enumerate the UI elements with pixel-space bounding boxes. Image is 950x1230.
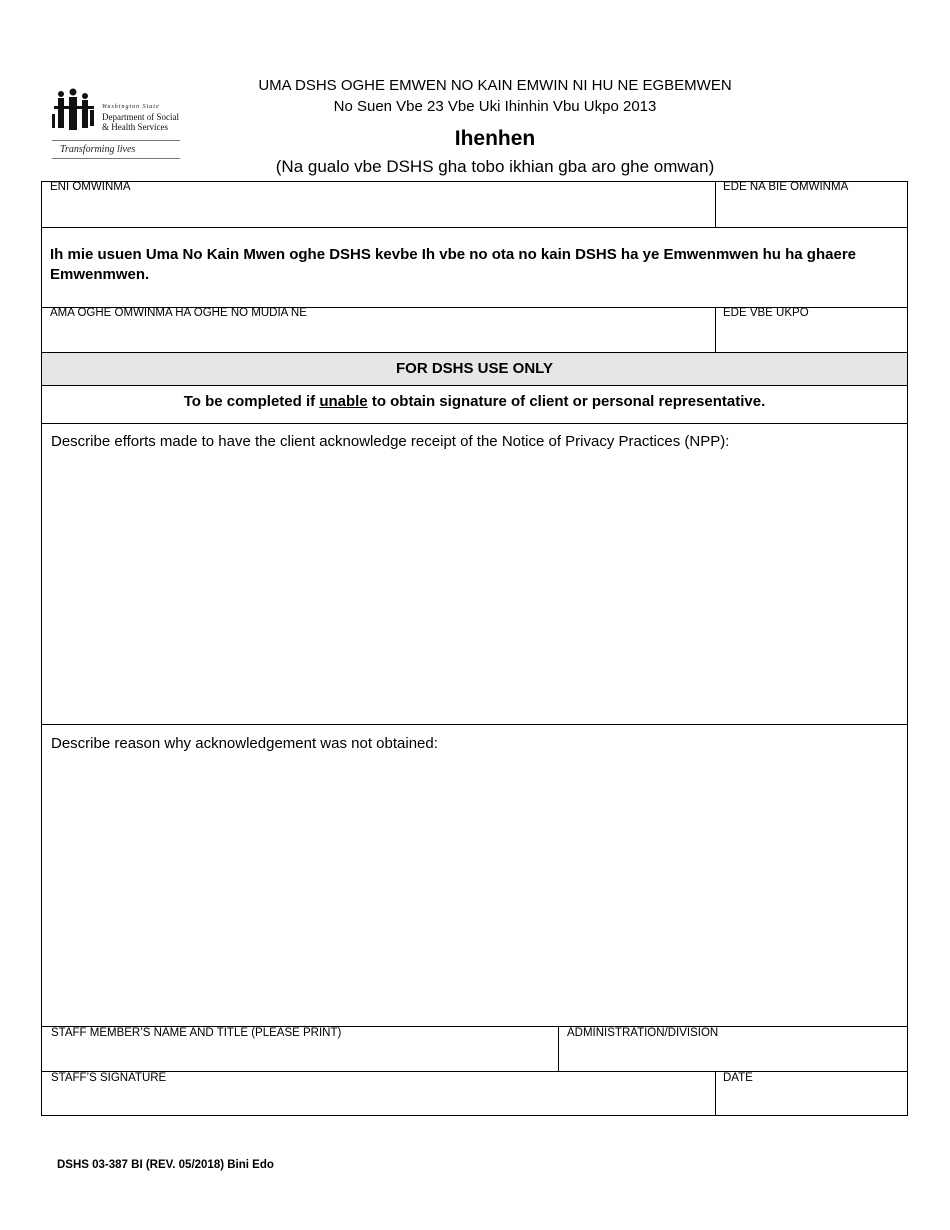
staff-signature-field[interactable] (42, 1087, 715, 1115)
logo-state: Washington State (102, 104, 160, 110)
efforts-prompt: Describe efforts made to have the client acknowledge receipt of the Notice of Privacy Practices (NPP): (51, 433, 730, 450)
form-box (41, 181, 908, 1116)
admin-division-label: ADMINISTRATION/DIVISION (567, 1027, 719, 1039)
staff-date-label: DATE (723, 1072, 753, 1084)
birth-date-label: EDE NA BIE OMWINMA (723, 181, 849, 193)
staff-name-field[interactable] (42, 1042, 558, 1070)
dshs-instruction (42, 393, 907, 410)
staff-name-label: STAFF MEMBER’S NAME AND TITLE (PLEASE PRINT) (51, 1027, 342, 1039)
header-line2: No Suen Vbe 23 Vbe Uki Ihinhin Vbu Ukpo 2013 (333, 98, 657, 115)
signature-field[interactable] (42, 322, 715, 352)
dshs-logo (52, 88, 182, 160)
admin-division-field[interactable] (559, 1042, 907, 1070)
date-label: EDE VBE UKPO (723, 307, 809, 319)
client-name-label: ENI OMWINMA (50, 181, 131, 193)
page-title: Ihenhen (454, 127, 536, 150)
instruction-pre: To be completed if (183, 393, 320, 410)
instruction-post: to obtain signature of client or personal representative. (367, 393, 766, 410)
form-id: DSHS 03-387 BI (REV. 05/2018) Bini Edo (57, 1159, 274, 1171)
staff-signature-label: STAFF’S SIGNATURE (51, 1072, 167, 1084)
dshs-use-heading: FOR DSHS USE ONLY (42, 353, 907, 385)
reason-prompt: Describe reason why acknowledgement was not obtained: (51, 735, 438, 752)
signature-label: AMA OGHE OMWINMA HA OGHE NO MUDIA NE (50, 307, 307, 319)
page-subtitle: (Na gualo vbe DSHS gha tobo ikhian gba aro ghe omwan) (275, 157, 715, 176)
logo-tagline: Transforming lives (60, 144, 136, 155)
family-logo-icon (52, 88, 98, 136)
header-line1: UMA DSHS OGHE EMWEN NO KAIN EMWIN NI HU NE EGBEMWEN (258, 77, 732, 94)
logo-dept-line1: Department of Social (102, 112, 179, 122)
logo-dept-line2: & Health Services (102, 122, 168, 132)
staff-date-field[interactable] (716, 1087, 907, 1115)
instruction-underlined: unable (319, 393, 368, 410)
client-name-field[interactable] (42, 196, 715, 226)
birth-date-field[interactable] (716, 196, 907, 226)
date-field[interactable] (716, 322, 907, 352)
reason-textarea[interactable] (42, 756, 907, 1026)
acknowledgement-statement: Ih mie usuen Uma No Kain Mwen oghe DSHS kevbe Ih vbe no ota no kain DSHS ha ye Emwenmwen hu ha ghaere Emwenmwen. (50, 246, 857, 283)
efforts-textarea[interactable] (42, 454, 907, 724)
